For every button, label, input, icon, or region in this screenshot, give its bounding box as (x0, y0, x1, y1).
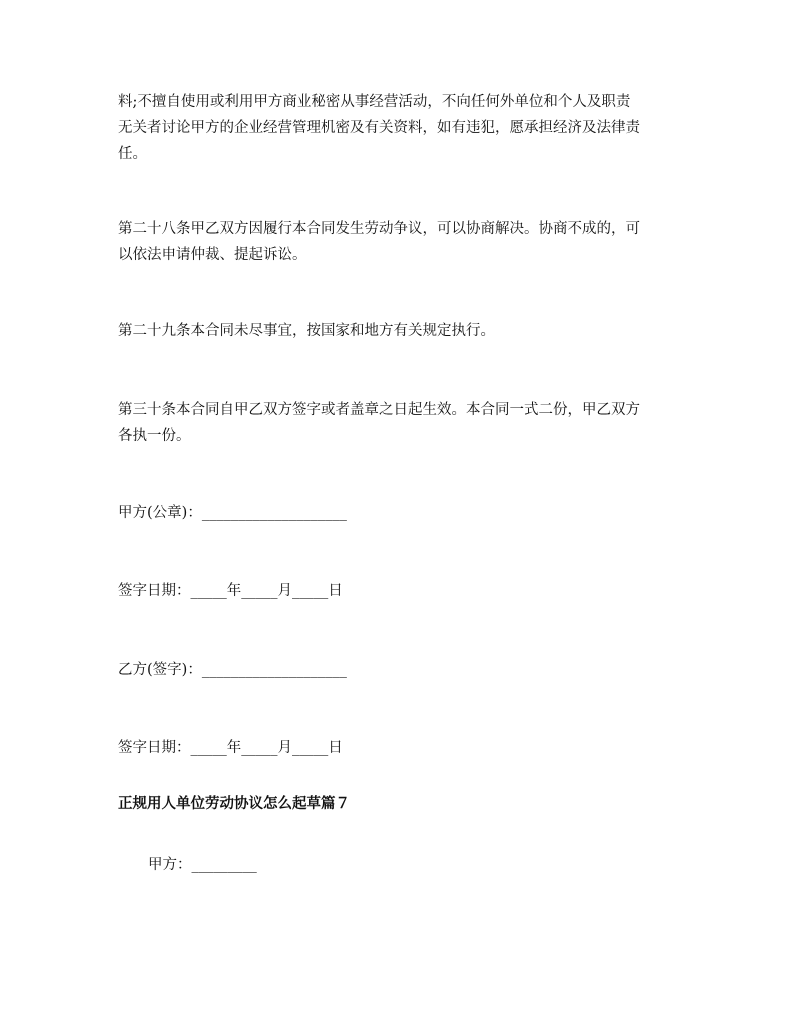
paragraph-article-29 (118, 318, 686, 344)
next-party-a-field: 甲方：_________ (148, 857, 257, 873)
party-a-sign-date-field: 签字日期：_____年_____月_____日 (118, 583, 343, 599)
text-line: 以依法申请仲裁、提起诉讼。 (118, 247, 307, 263)
text-line: 无关者讨论甲方的企业经营管理机密及有关资料，如有违犯，愿承担经济及法律责 (118, 120, 640, 136)
paragraph-confidentiality (118, 89, 686, 167)
text-line: 第二十八条甲乙双方因履行本合同发生劳动争议，可以协商解决。协商不成的，可 (118, 221, 640, 237)
section-heading: 正规用人单位劳动协议怎么起草篇７ (118, 795, 350, 812)
text-line: 任。 (118, 146, 147, 162)
party-b-sign-field: 乙方(签字)：____________________ (118, 662, 347, 678)
text-line: 第二十九条本合同未尽事宜，按国家和地方有关规定执行。 (118, 323, 495, 339)
party-a-seal-field: 甲方(公章)：____________________ (118, 505, 347, 521)
paragraph-article-30 (118, 397, 686, 449)
text-line: 第三十条本合同自甲乙双方签字或者盖章之日起生效。本合同一式二份，甲乙双方 (118, 402, 640, 418)
party-b-sign-date-field: 签字日期：_____年_____月_____日 (118, 740, 343, 756)
text-line: 各执一份。 (118, 428, 191, 444)
paragraph-article-28 (118, 216, 686, 268)
text-line: 料;不擅自使用或利用甲方商业秘密从事经营活动，不向任何外单位和个人及职责 (118, 94, 631, 110)
